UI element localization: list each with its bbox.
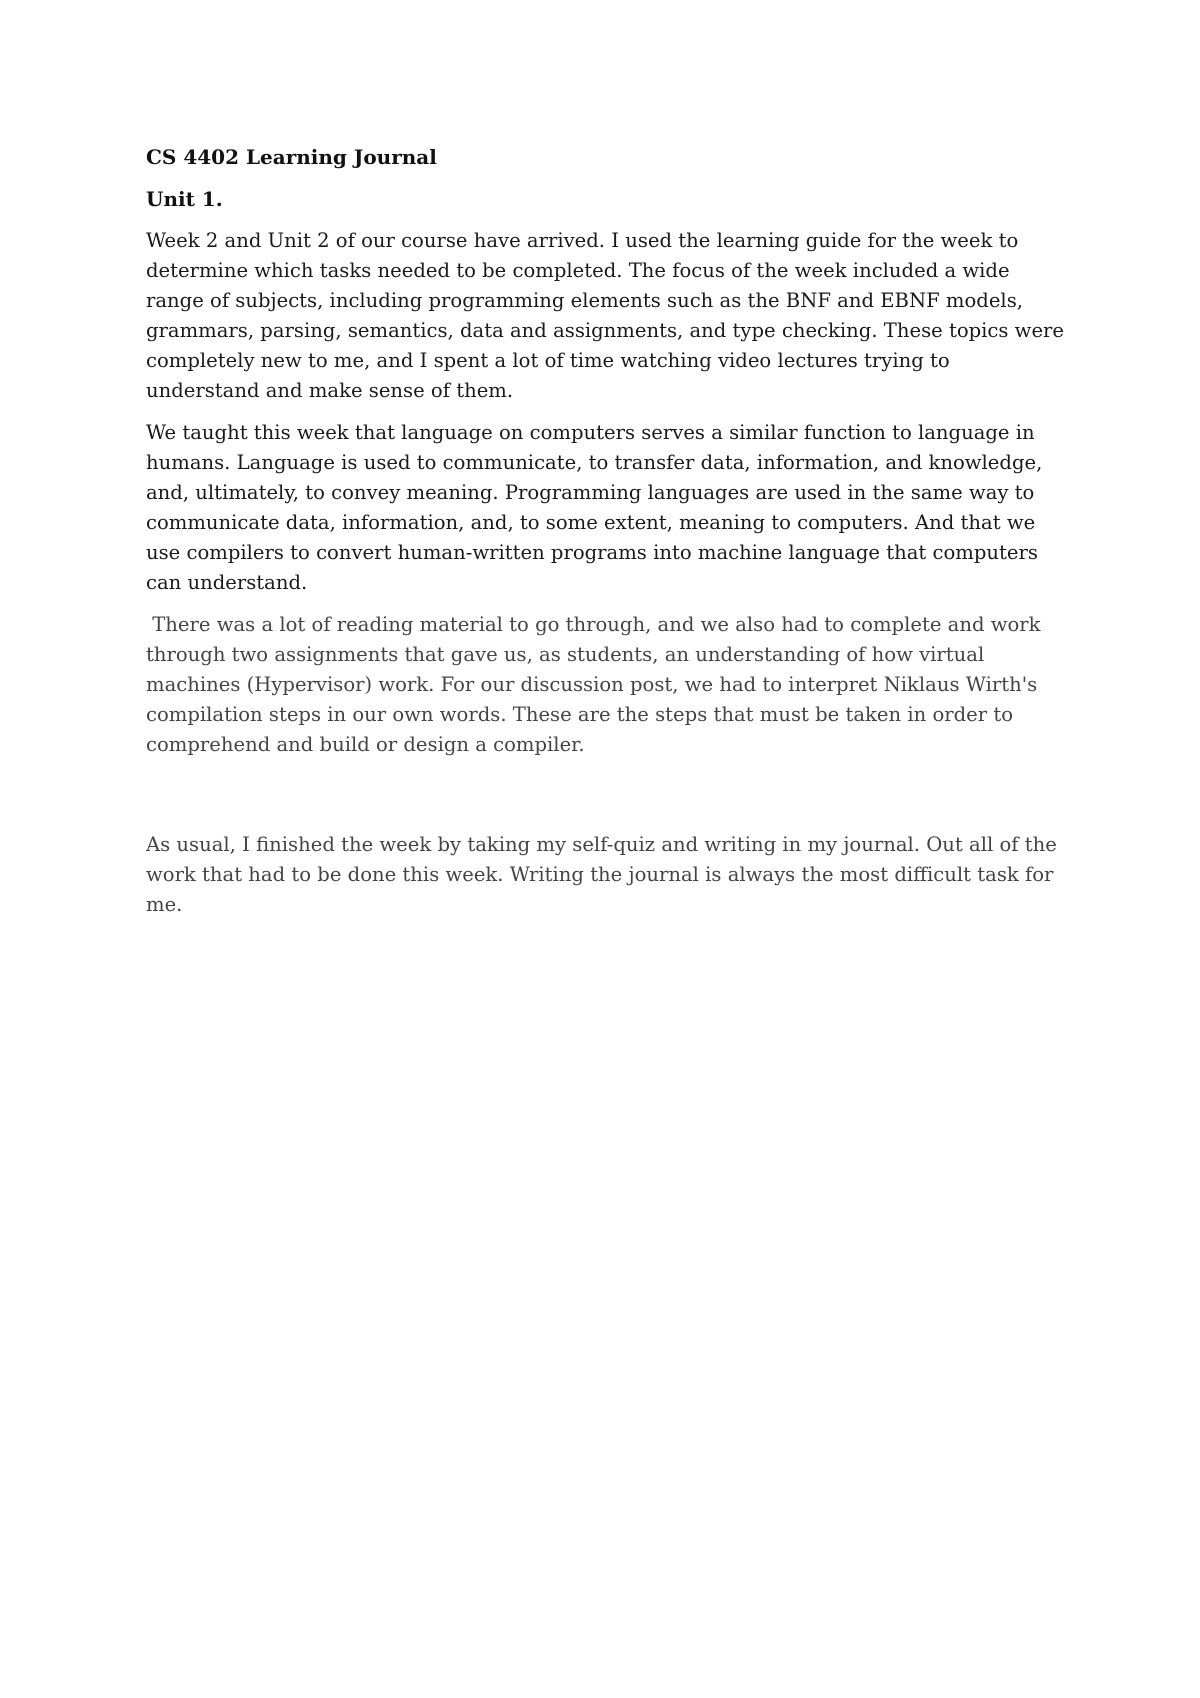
paragraph-week-overview: Week 2 and Unit 2 of our course have arrived. I used the learning guide for the week to determine which tasks needed to be completed. The focus of the week included a wide range of subjects, including programming elements such as the BNF and EBNF models, grammars, parsing, semantics, data and assignments, and type checking. These topics were completely new to me, and I spent a lot of time watching video lectures trying to understand and make sense of them. <box>146 229 1065 402</box>
document-title: CS 4402 Learning Journal <box>146 145 437 169</box>
paragraph-self-quiz-journal: As usual, I finished the week by taking my self-quiz and writing in my journal. Out all of the work that had to be done this week. Writing the journal is always the most difficult task for me. <box>146 833 1057 916</box>
paragraph-reading-assignments: There was a lot of reading material to go through, and we also had to complete and work through two assignments that gave us, as students, an understanding of how virtual machines (Hypervisor) work. For our discussion post, we had to interpret Niklaus Wirth's compilation steps in our own words. These are the steps that must be taken in order to comprehend and build or design a compiler. <box>146 613 1047 756</box>
document-body <box>146 142 1066 932</box>
paragraph-language-computers: We taught this week that language on computers serves a similar function to language in humans. Language is used to communicate, to transfer data, information, and knowledge, and, ultimately, to convey meaning. Programming languages are used in the same way to communicate data, information, and, to some extent, meaning to computers. And that we use compilers to convert human-written programs into machine language that computers can understand. <box>146 421 1043 594</box>
paragraph-spacer <box>146 772 1066 830</box>
unit-heading: Unit 1. <box>146 187 223 211</box>
